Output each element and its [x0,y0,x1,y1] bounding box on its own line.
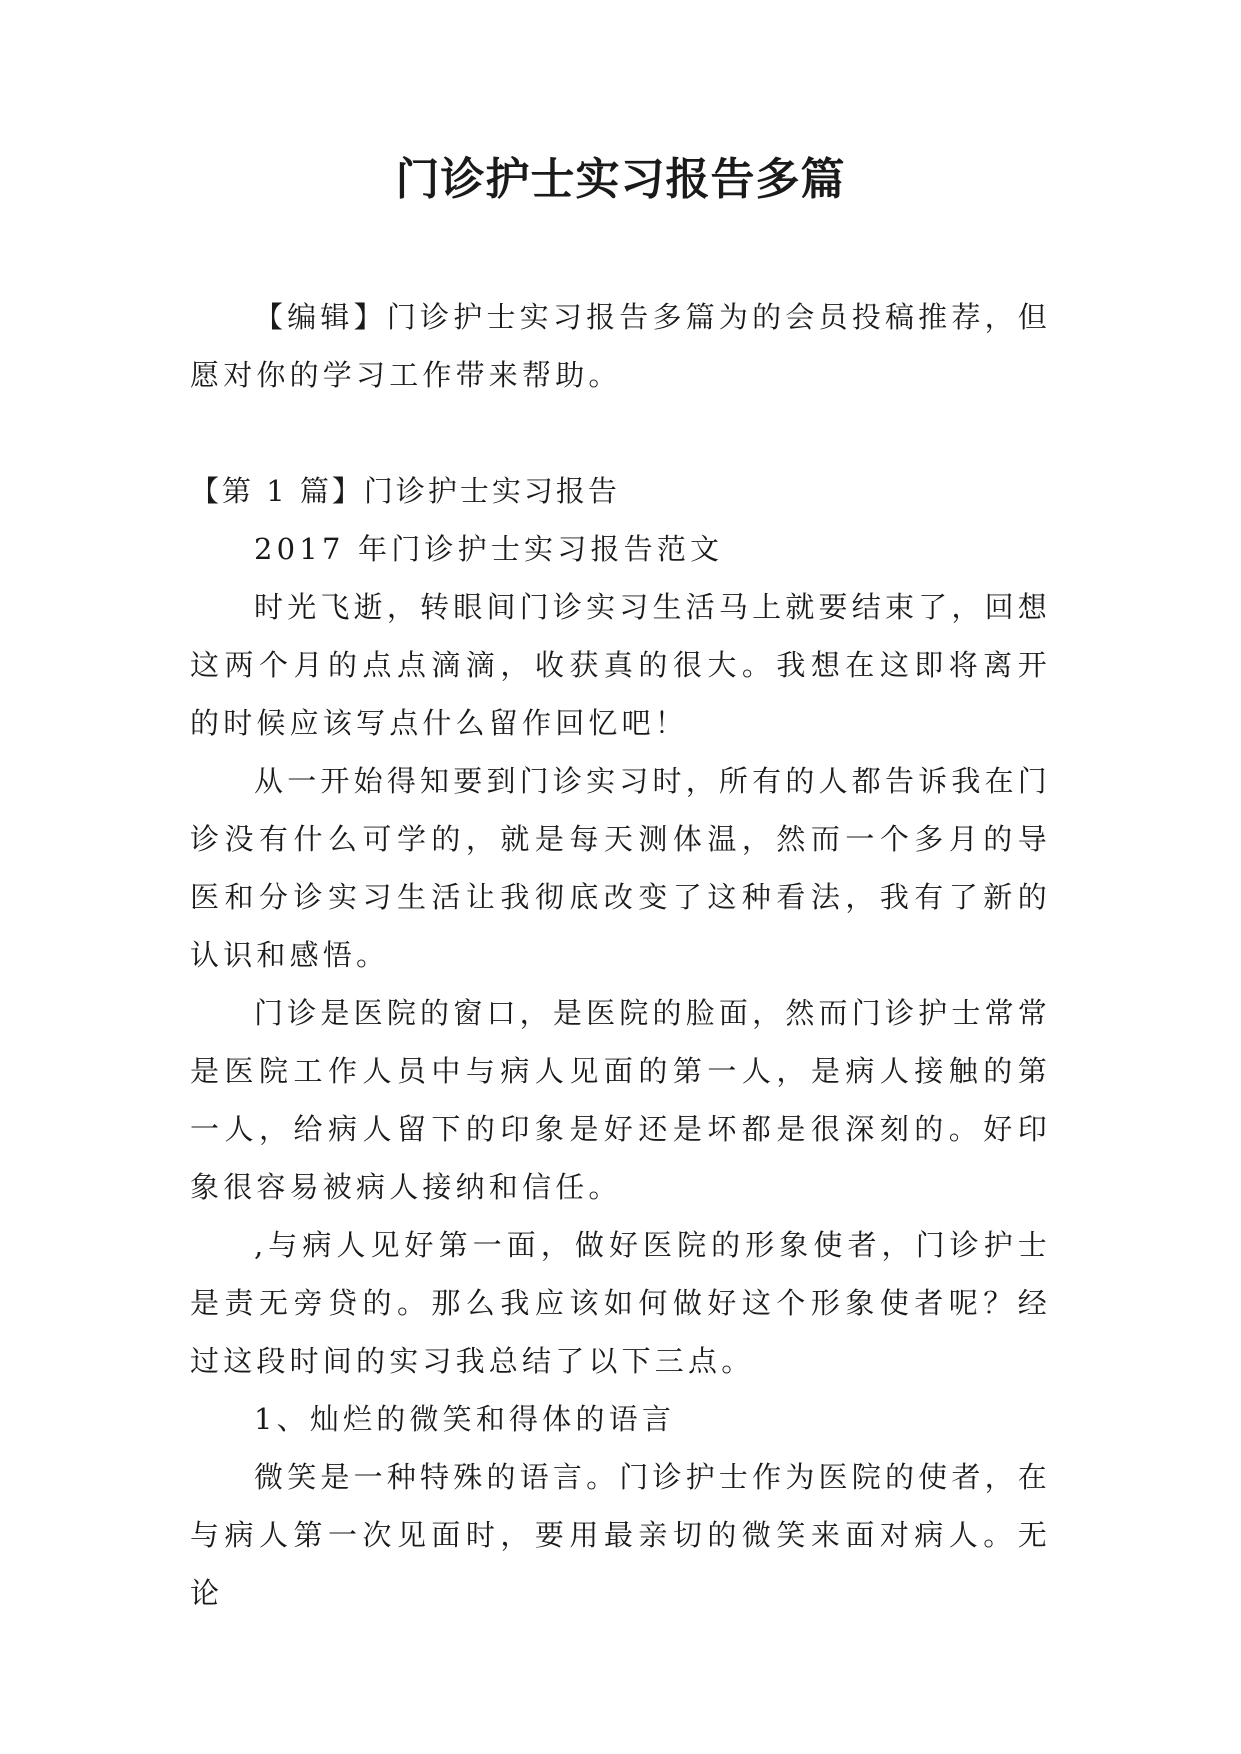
list-heading: 1、灿烂的微笑和得体的语言 [254,1402,676,1436]
section-heading: 【第 1 篇】门诊护士实习报告 [190,474,620,508]
editor-note: 【编辑】门诊护士实习报告多篇为的会员投稿推荐，但愿对你的学习工作带来帮助。 [190,300,1051,392]
document-title: 门诊护士实习报告多篇 [395,154,846,205]
paragraph: ,与病人见好第一面，做好医院的形象使者，门诊护士是责无旁贷的。那么我应该如何做好这个形象使者呢？经过这段时间的实习我总结了以下三点。 [190,1228,1051,1378]
paragraph: 时光飞逝，转眼间门诊实习生活马上就要结束了，回想这两个月的点点滴滴，收获真的很大。我想在这即将离开的时候应该写点什么留作回忆吧！ [190,590,1051,740]
paragraph-subtitle: 2017 年门诊护士实习报告范文 [254,532,724,566]
paragraph: 从一开始得知要到门诊实习时，所有的人都告诉我在门诊没有什么可学的，就是每天测体温，然而一个多月的导医和分诊实习生活让我彻底改变了这种看法，我有了新的认识和感悟。 [190,764,1051,972]
document-body [190,462,1051,1622]
paragraph: 微笑是一种特殊的语言。门诊护士作为医院的使者，在与病人第一次见面时，要用最亲切的微笑来面对病人。无论 [190,1460,1051,1610]
paragraph: 门诊是医院的窗口，是医院的脸面，然而门诊护士常常是医院工作人员中与病人见面的第一人，是病人接触的第一人，给病人留下的印象是好还是坏都是很深刻的。好印象很容易被病人接纳和信任。 [190,996,1051,1204]
